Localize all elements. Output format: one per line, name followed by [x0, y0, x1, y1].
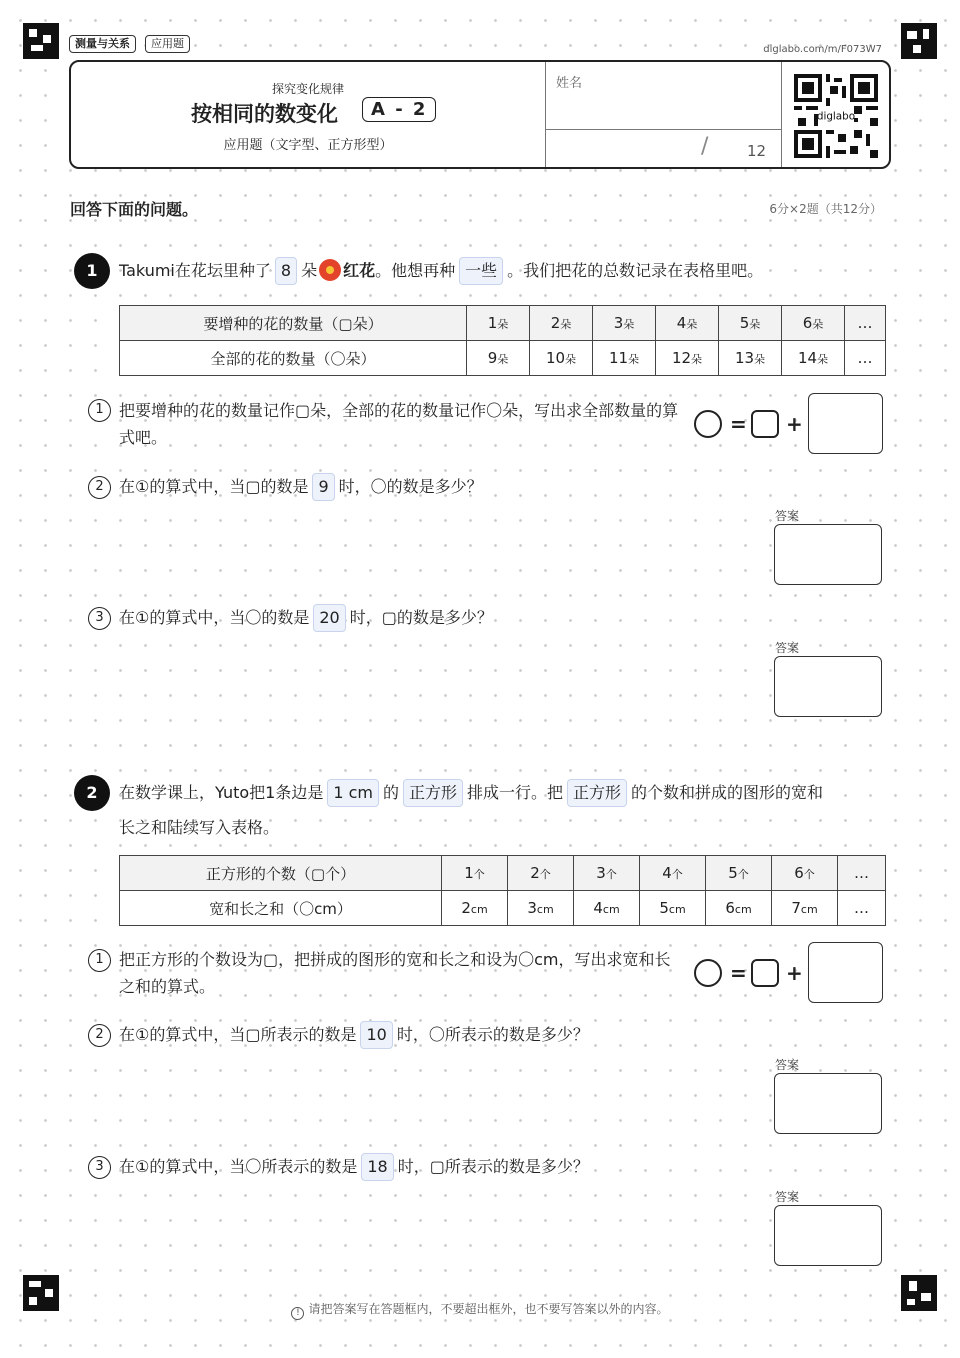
worksheet-code: A - 2: [362, 97, 436, 122]
question-badge: 1: [88, 949, 111, 972]
table-row: [120, 856, 886, 891]
formula-answer-box[interactable]: [808, 942, 883, 1003]
table-cell: 6朵: [782, 306, 845, 341]
answer-box[interactable]: [774, 1205, 882, 1266]
answer-label: 答案: [775, 509, 800, 523]
table-cell: 5cm: [640, 891, 706, 926]
table-cell: 2个: [508, 856, 574, 891]
worksheet-header: [69, 60, 891, 169]
row-header: 宽和长之和（〇cm）: [120, 891, 442, 926]
table-row: [120, 891, 886, 926]
highlight-value: 20: [313, 604, 345, 632]
category-tag: 测量与关系: [69, 35, 136, 53]
answer-label: 答案: [775, 1058, 800, 1072]
table-cell: 3个: [574, 856, 640, 891]
table-row: [120, 306, 886, 341]
problem-2-badge: 2: [74, 775, 110, 811]
table-row: [120, 341, 886, 376]
answer-box[interactable]: [774, 1073, 882, 1134]
name-label: 姓名: [556, 76, 583, 91]
corner-marker-top-left: [23, 23, 59, 59]
circle-symbol-icon: [694, 410, 722, 438]
table-cell: 14朵: [782, 341, 845, 376]
site-url: diglabo.com/m/F073W7: [763, 44, 882, 55]
highlight-value: 1 cm: [327, 779, 379, 807]
answer-label: 答案: [775, 1190, 800, 1204]
type-tag: 应用题: [145, 35, 190, 53]
table-cell: …: [838, 856, 886, 891]
table-cell: …: [838, 891, 886, 926]
circle-symbol-icon: [694, 959, 722, 987]
problem-1-statement: Takumi在花坛里种了 8 朵 红花。他想再种 一些 。我们把花的总数记录在表格里吧。: [119, 254, 763, 288]
question-text: 把要增种的花的数量记作▢朵，全部的花的数量记作〇朵，写出求全部数量的算式吧。: [119, 401, 679, 447]
table-cell: 4朵: [656, 306, 719, 341]
answer-label: 答案: [775, 641, 800, 655]
highlight-value: 正方形: [567, 779, 627, 807]
table-cell: 12朵: [656, 341, 719, 376]
info-icon: !: [291, 1307, 304, 1320]
highlight-value: 8: [275, 257, 297, 285]
question-badge: 1: [88, 399, 111, 422]
question-badge: 3: [88, 1156, 111, 1179]
equals-sign: =: [730, 961, 747, 985]
row-header: 全部的花的数量（〇朵）: [120, 341, 467, 376]
table-cell: …: [845, 306, 886, 341]
formula-answer-box[interactable]: [808, 393, 883, 454]
page-title: 按相同的数变化: [191, 102, 338, 126]
highlight-value: 正方形: [403, 779, 463, 807]
table-cell: 2cm: [442, 891, 508, 926]
table-cell: 5朵: [719, 306, 782, 341]
question-badge: 2: [88, 1024, 111, 1047]
table-cell: 6cm: [706, 891, 772, 926]
highlight-value: 9: [312, 473, 334, 501]
question-text: 在①的算式中，当▢所表示的数是 10 时，〇所表示的数是多少？: [119, 1021, 589, 1049]
problem-2-statement: 在数学课上，Yuto把1条边是 1 cm 的 正方形 排成一行。把 正方形 的个数和拼成的图形的宽和: [119, 776, 823, 810]
table-cell: 7cm: [772, 891, 838, 926]
footer-note: ! 请把答案写在答题框内，不要超出框外，也不要写答案以外的内容。: [0, 1300, 960, 1320]
question-text: 在①的算式中，当〇所表示的数是 18 时，▢所表示的数是多少？: [119, 1153, 589, 1181]
table-cell: …: [845, 341, 886, 376]
header-subtitle: 探究变化规律: [271, 82, 344, 96]
row-header: 正方形的个数（▢个）: [120, 856, 442, 891]
answer-box[interactable]: [774, 524, 882, 585]
table-cell: 11朵: [593, 341, 656, 376]
table-cell: 4cm: [574, 891, 640, 926]
equals-sign: =: [730, 412, 747, 436]
answer-box[interactable]: [774, 656, 882, 717]
square-symbol-icon: [751, 410, 779, 438]
table-cell: 2朵: [530, 306, 593, 341]
table-cell: 5个: [706, 856, 772, 891]
problem-1-table: [119, 305, 886, 376]
score-note: 6分×2题（共12分）: [769, 202, 882, 216]
question-badge: 3: [88, 607, 111, 630]
row-header: 要增种的花的数量（▢朵）: [120, 306, 467, 341]
highlight-value: 一些: [459, 257, 503, 285]
table-cell: 4个: [640, 856, 706, 891]
header-caption: 应用题（文字型、正方形型）: [223, 138, 393, 153]
table-cell: 6个: [772, 856, 838, 891]
plus-sign: +: [786, 412, 803, 436]
question-text: 在①的算式中，当〇的数是 20 时，▢的数是多少？: [119, 604, 493, 632]
score-slash: /: [701, 134, 709, 159]
plus-sign: +: [786, 961, 803, 985]
corner-marker-top-right: [901, 23, 937, 59]
instruction: 回答下面的问题。: [70, 200, 199, 219]
table-cell: 1朵: [467, 306, 530, 341]
score-total: 12: [747, 142, 767, 160]
question-text: 把正方形的个数设为▢，把拼成的图形的宽和长之和设为〇cm，写出求宽和长之和的算式。: [119, 950, 671, 996]
problem-1-badge: 1: [74, 253, 110, 289]
table-cell: 3cm: [508, 891, 574, 926]
problem-2-table: [119, 855, 886, 926]
table-cell: 3朵: [593, 306, 656, 341]
qr-label: diglabo: [816, 110, 856, 123]
name-field[interactable]: [547, 62, 780, 128]
red-flower-icon: [319, 259, 341, 281]
table-cell: 9朵: [467, 341, 530, 376]
square-symbol-icon: [751, 959, 779, 987]
qr-code-icon: [794, 74, 878, 158]
question-badge: 2: [88, 476, 111, 499]
table-cell: 1个: [442, 856, 508, 891]
table-cell: 10朵: [530, 341, 593, 376]
table-cell: 13朵: [719, 341, 782, 376]
highlight-value: 10: [360, 1021, 392, 1049]
question-text: 在①的算式中，当▢的数是 9 时，〇的数是多少？: [119, 473, 483, 501]
problem-2-statement-cont: 长之和陆续写入表格。: [119, 818, 280, 837]
highlight-value: 18: [361, 1153, 393, 1181]
